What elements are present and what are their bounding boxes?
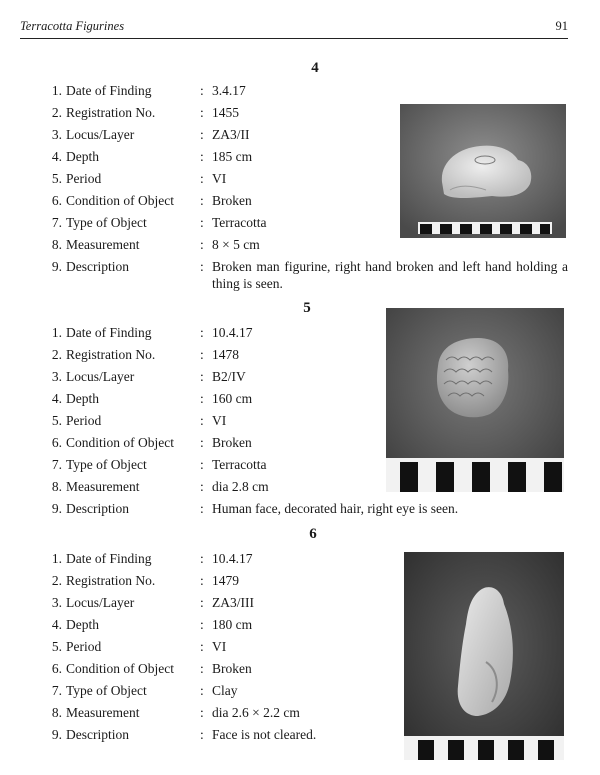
row-value: Broken [212,661,252,676]
figurine-photo [404,552,564,760]
entry-number: 6 [309,526,317,542]
row-index: 2. [51,347,62,362]
row-value: 10.4.17 [212,325,253,340]
row-index: 3. [51,369,62,384]
row-label: Date of Finding [66,551,152,566]
row-index: 6. [51,435,62,450]
row-index: 9. [51,727,62,742]
row-label: Period [66,171,102,186]
row-index: 8. [51,705,62,720]
row-value: 185 cm [212,149,253,164]
row-index: 1. [51,551,62,566]
row-index: 4. [51,617,62,632]
row-index: 8. [51,237,62,252]
row-label: Period [66,413,102,428]
row-index: 9. [51,501,62,516]
row-index: 5. [51,171,62,186]
row-index: 6. [51,661,62,676]
row-label: Condition of Object [66,435,174,450]
row-index: 7. [51,457,62,472]
detail-row [0,500,600,522]
row-label: Measurement [66,479,140,494]
row-label: Measurement [66,705,140,720]
row-label: Period [66,639,102,654]
row-label: Registration No. [66,573,156,588]
colon: : [200,683,204,698]
row-index: 1. [51,83,62,98]
row-value: dia 2.8 cm [212,479,269,494]
row-label: Condition of Object [66,661,174,676]
row-index: 1. [51,325,62,340]
row-index: 4. [51,391,62,406]
row-value: ZA3/II [212,127,250,142]
row-label: Depth [66,391,99,406]
row-value: 1479 [212,573,239,588]
entry-number: 5 [303,300,311,316]
row-index: 2. [51,573,62,588]
row-label: Type of Object [66,457,147,472]
figurine-shape [437,338,508,417]
colon: : [200,193,204,208]
detail-row [0,82,600,104]
detail-row [0,258,600,296]
row-value: Face is not cleared. [212,727,317,742]
row-label: Type of Object [66,215,147,230]
row-index: 3. [51,127,62,142]
detail-row [0,236,600,258]
row-label: Registration No. [66,347,156,362]
row-value: Broken [212,193,252,208]
colon: : [200,413,204,428]
row-value: 10.4.17 [212,551,253,566]
row-value: dia 2.6 × 2.2 cm [212,705,300,720]
row-value: ZA3/III [212,595,254,610]
row-label: Locus/Layer [66,369,135,384]
row-value: Human face, decorated hair, right eye is seen. [212,501,459,516]
row-value: Terracotta [212,215,267,230]
row-label: Locus/Layer [66,595,135,610]
colon: : [200,105,204,120]
colon: : [200,391,204,406]
row-label: Date of Finding [66,325,152,340]
row-label: Date of Finding [66,83,152,98]
row-value: B2/IV [212,369,246,384]
colon: : [200,595,204,610]
row-value: Broken [212,435,252,450]
row-index: 5. [51,639,62,654]
row-label: Registration No. [66,105,156,120]
colon: : [200,149,204,164]
colon: : [200,661,204,676]
colon: : [200,127,204,142]
entry-number: 4 [311,60,319,76]
colon: : [200,551,204,566]
colon: : [200,479,204,494]
row-value: Broken man figurine, right hand broken and left hand holding a thing is seen. [212,259,568,291]
row-value: 180 cm [212,617,253,632]
colon: : [200,171,204,186]
colon: : [200,369,204,384]
row-value: 1478 [212,347,239,362]
row-value: Terracotta [212,457,267,472]
row-value: 1455 [212,105,239,120]
figurine-photo-graphic [386,308,564,492]
row-value: VI [212,413,227,428]
row-label: Locus/Layer [66,127,135,142]
row-index: 4. [51,149,62,164]
colon: : [200,457,204,472]
row-index: 7. [51,215,62,230]
running-header [20,18,568,39]
figurine-photo-graphic [404,552,564,760]
row-value: VI [212,171,227,186]
running-title: Terracotta Figurines [20,19,125,33]
colon: : [200,617,204,632]
colon: : [200,639,204,654]
row-label: Measurement [66,237,140,252]
row-label: Condition of Object [66,193,174,208]
page-number: 91 [555,19,568,33]
figurine-photo [386,308,564,492]
row-value: 160 cm [212,391,253,406]
row-value: VI [212,639,227,654]
colon: : [200,705,204,720]
colon: : [200,215,204,230]
colon: : [200,325,204,340]
colon: : [200,347,204,362]
colon: : [200,727,204,742]
row-index: 2. [51,105,62,120]
row-label: Description [66,259,129,274]
figurine-photo [400,104,566,238]
row-label: Depth [66,149,99,164]
row-label: Type of Object [66,683,147,698]
row-index: 3. [51,595,62,610]
colon: : [200,501,204,516]
row-index: 6. [51,193,62,208]
row-index: 9. [51,259,62,274]
row-value: 3.4.17 [212,83,246,98]
colon: : [200,259,204,274]
colon: : [200,435,204,450]
row-label: Depth [66,617,99,632]
row-index: 5. [51,413,62,428]
row-value: Clay [212,683,238,698]
colon: : [200,83,204,98]
row-index: 8. [51,479,62,494]
row-index: 7. [51,683,62,698]
row-label: Description [66,727,129,742]
row-label: Description [66,501,129,516]
colon: : [200,237,204,252]
figurine-photo-graphic [400,104,566,238]
row-value: 8 × 5 cm [212,237,260,252]
colon: : [200,573,204,588]
